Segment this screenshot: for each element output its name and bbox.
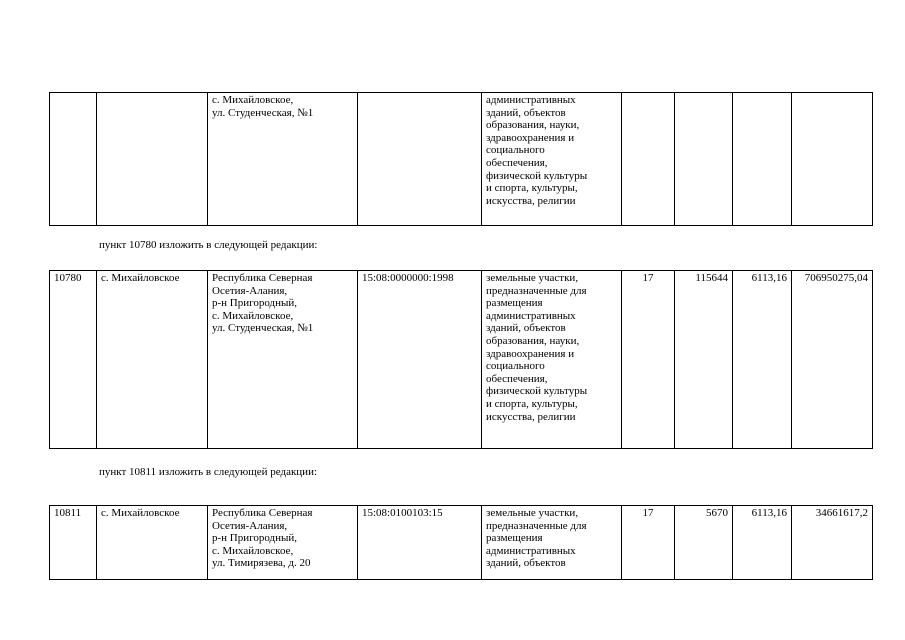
cell-cadastral: 15:08:0000000:1998 xyxy=(358,271,482,449)
cell-area: 115644 xyxy=(675,271,733,449)
cell-purpose: земельные участки, предназначенные для размещения административных зданий, объектов образования, науки, здравоохранения и социального обеспечения, физической культуры и спорта, культуры, искусства, религии xyxy=(482,271,622,449)
cell-value: 34661617,2 xyxy=(792,506,873,580)
cell-address: с. Михайловское, ул. Студенческая, №1 xyxy=(208,93,358,226)
cell-rate: 6113,16 xyxy=(733,271,792,449)
cell-rate: 6113,16 xyxy=(733,506,792,580)
table-row-10780 xyxy=(49,270,873,449)
cell-cadastral: 15:08:0100103:15 xyxy=(358,506,482,580)
cell-code: 17 xyxy=(622,506,675,580)
cell-code: 17 xyxy=(622,271,675,449)
cell-number xyxy=(50,93,97,226)
cell-settlement xyxy=(97,93,208,226)
paragraph-item-10811: пункт 10811 изложить в следующей редакции: xyxy=(99,466,318,478)
cell-settlement: с. Михайловское xyxy=(97,271,208,449)
table-continuation xyxy=(49,92,873,226)
paragraph-item-10780: пункт 10780 изложить в следующей редакции: xyxy=(99,239,318,251)
cell-value xyxy=(792,93,873,226)
cell-number: 10780 xyxy=(50,271,97,449)
cell-settlement: с. Михайловское xyxy=(97,506,208,580)
cell-address: Республика Северная Осетия-Алания, р-н Пригородный, с. Михайловское, ул. Студенческая, №1 xyxy=(208,271,358,449)
table-row xyxy=(50,506,873,580)
cell-purpose: административных зданий, объектов образования, науки, здравоохранения и социального обеспечения, физической культуры и спорта, культуры, искусства, религии xyxy=(482,93,622,226)
cell-code xyxy=(622,93,675,226)
cell-value: 706950275,04 xyxy=(792,271,873,449)
cell-rate xyxy=(733,93,792,226)
cell-cadastral xyxy=(358,93,482,226)
cell-purpose: земельные участки, предназначенные для размещения административных зданий, объектов xyxy=(482,506,622,580)
cell-area xyxy=(675,93,733,226)
cell-area: 5670 xyxy=(675,506,733,580)
cell-number: 10811 xyxy=(50,506,97,580)
table-row xyxy=(50,93,873,226)
table-row xyxy=(50,271,873,449)
table-row-10811 xyxy=(49,505,873,580)
cell-address: Республика Северная Осетия-Алания, р-н Пригородный, с. Михайловское, ул. Тимирязева, д. 20 xyxy=(208,506,358,580)
